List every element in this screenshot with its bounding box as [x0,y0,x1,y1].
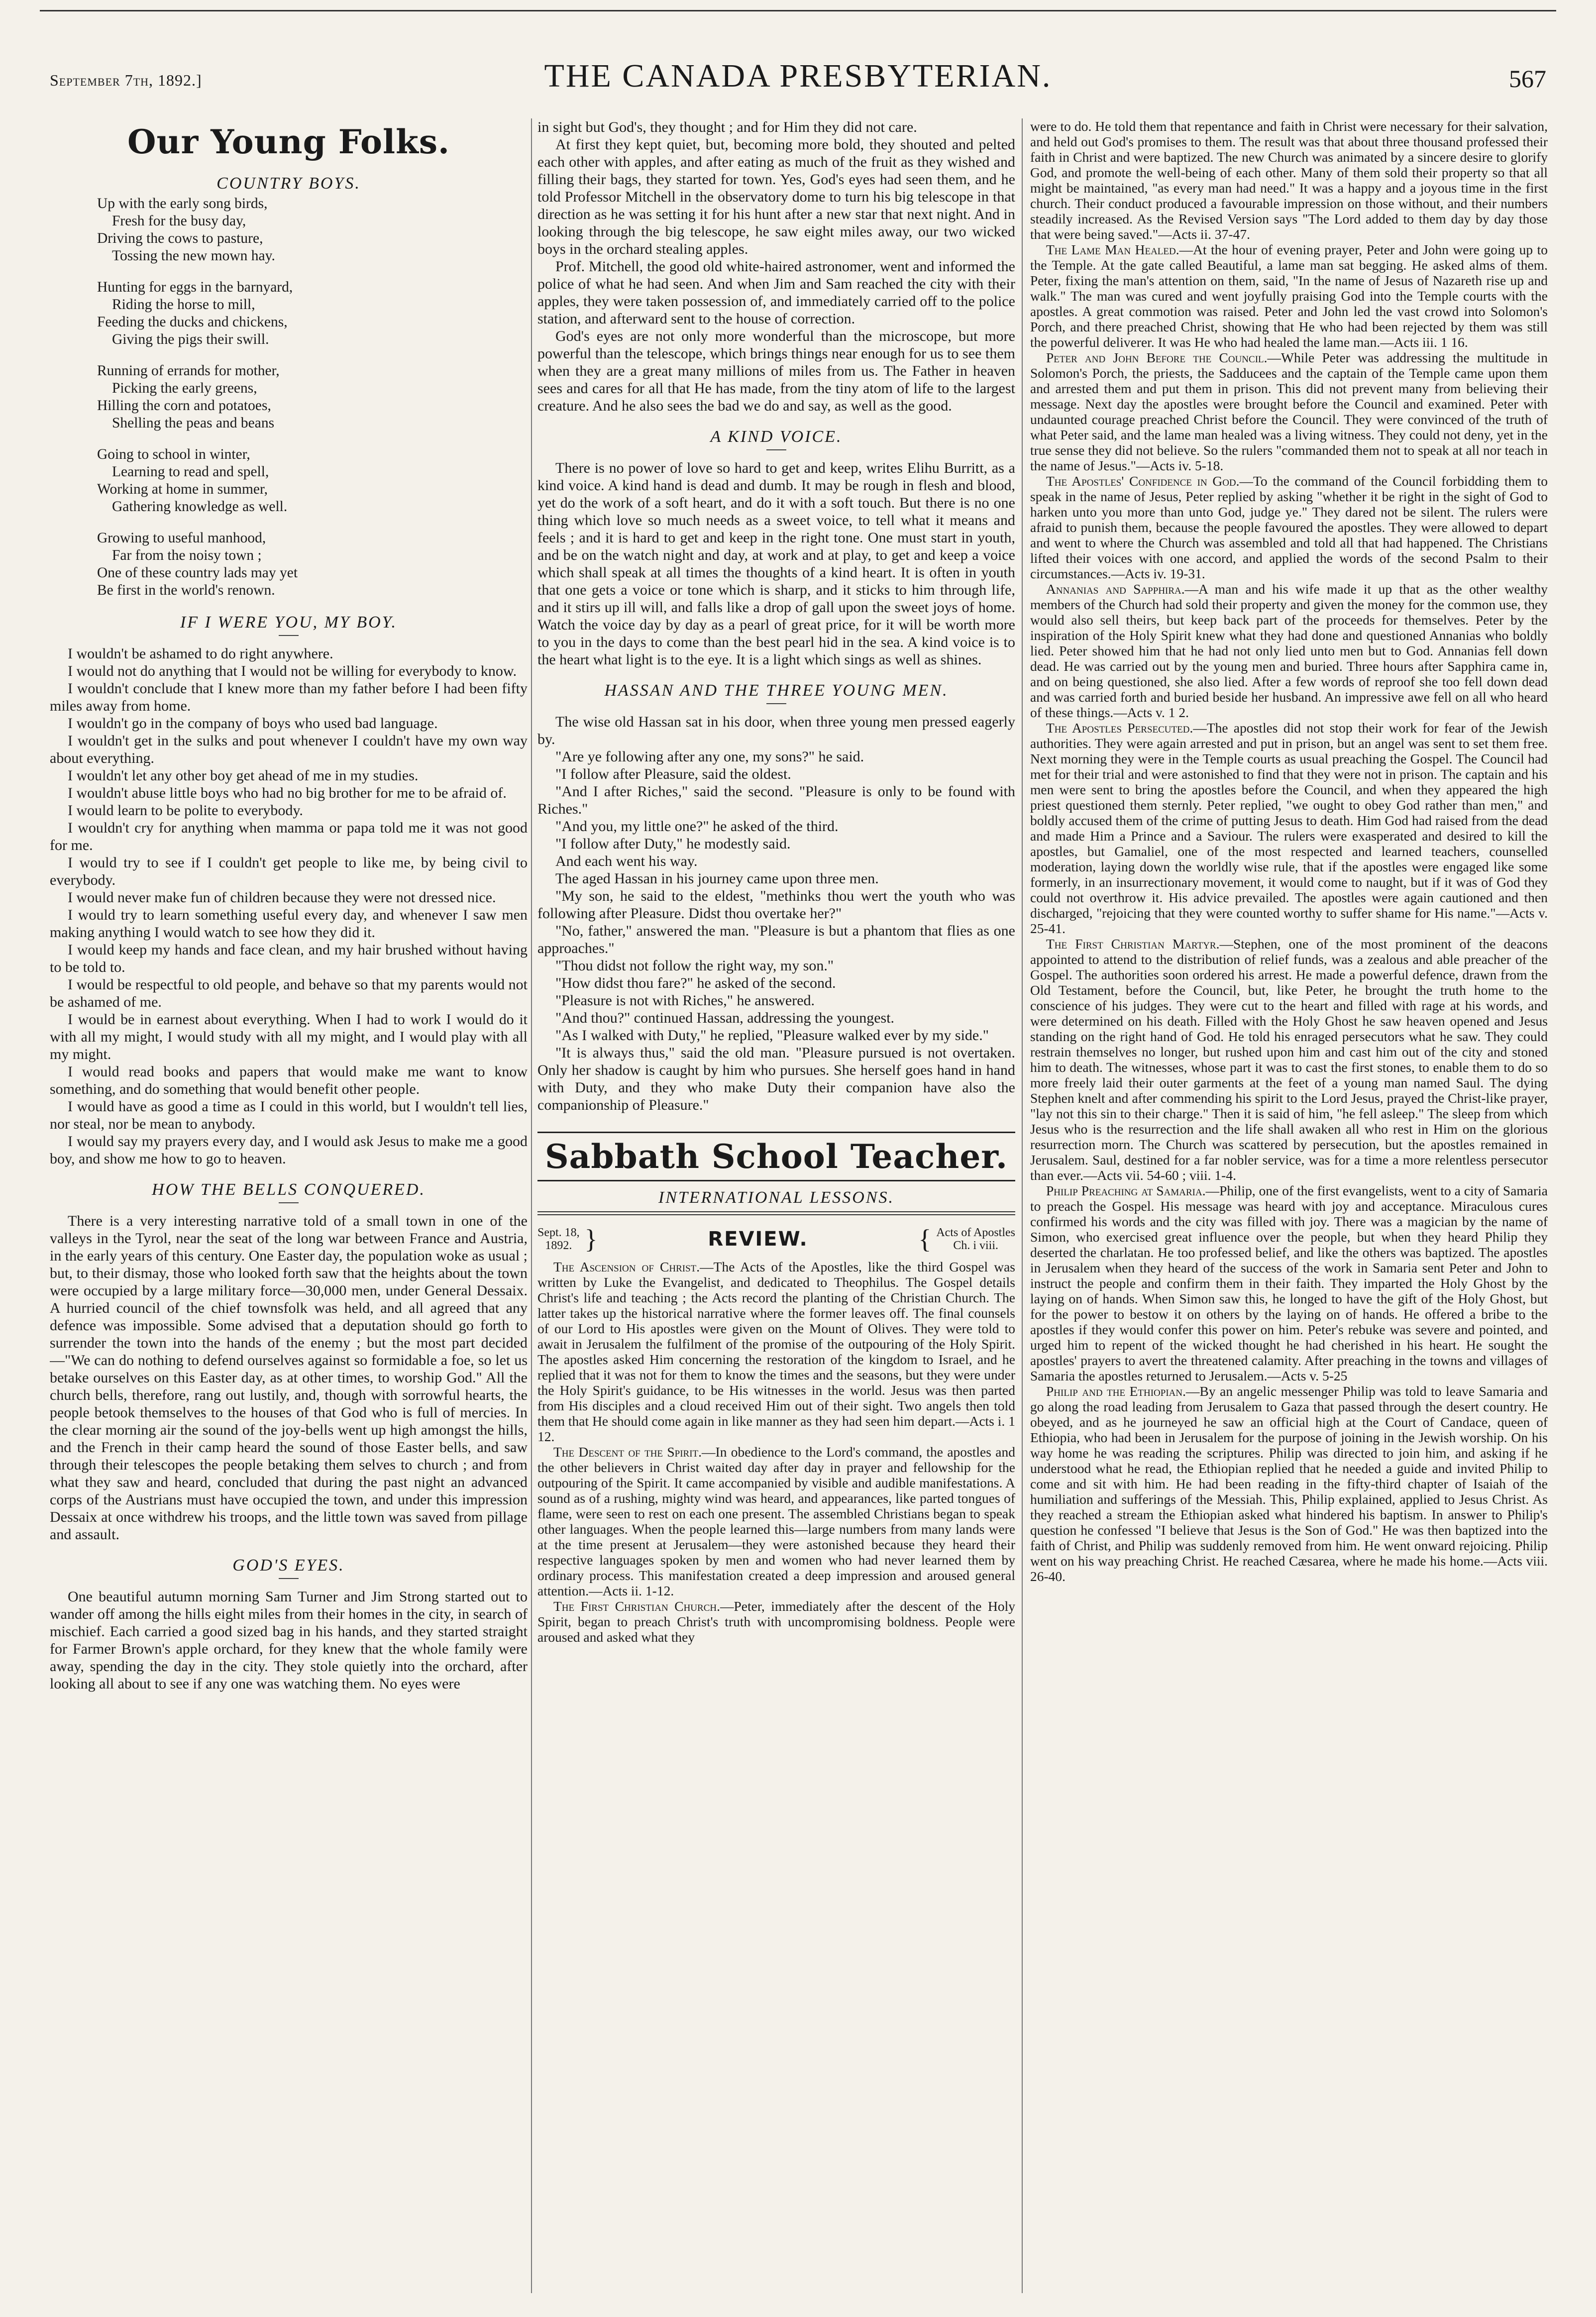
paragraph: "Pleasure is not with Riches," he answered. [555,992,815,1009]
poem-line: Fresh for the busy day, [112,213,246,229]
poem-line: Gathering knowledge as well. [112,499,288,515]
paragraph: I wouldn't let any other boy get ahead of me in my studies. [68,767,419,784]
paragraph: I would never make fun of children because they were not dressed nice. [68,889,496,906]
paragraph-text: —A man and his wife made it up that as the other wealthy members of the Church had sold their property and given the money for the common use, they would also sell theirs, but keep back part of the proceeds for themselves. Peter by the inspiration of the Holy Spirit knew what they had done and questioned Annanias who boldly lied. Peter showed him that he had not only lied unto men but to God. Annanias fell down dead. He was carried out by the young men and buried. Three hours after Sapphira came in, and on being questioned, she also lied. After a few words of reproof she too fell down dead and was carried forth and buried beside her husband. An impressive awe fell on all who heard of these things.—Acts v. 1 2. [1030,581,1548,720]
poem-stanza [97,362,528,432]
poem-stanza [97,529,528,599]
paragraph: "And I after Riches," said the second. "Pleasure is only to be found with Riches." [537,783,1015,817]
paragraph-lead: The Apostles Persecuted. [1046,720,1193,736]
lesson-reference: { Acts of Apostles Ch. i viii. [918,1224,1015,1254]
lesson-title: REVIEW. [708,1228,808,1251]
poem-stanza [97,195,528,265]
paragraph-text: —While Peter was addressing the multitude in Solomon's Porch, the priests, the Sadducees and the captain of the Temple came upon them and arrested them and put them in prison. This did not prevent many from believing their message. Next day the apostles were brought before the Council and examined. Peter with undaunted courage preached Christ before the Council. They were convinced of the truth of what Peter said, and the lame man healed was a living witness. They could not deny, yet in the true sense they did not believe. So the rulers "commanded them not to speak at all nor teach in the name of Jesus."—Acts iv. 5-18. [1030,350,1548,473]
poem-line: Shelling the peas and beans [112,415,275,431]
paragraph-lead: The First Christian Martyr. [1046,936,1220,951]
column-rule [531,118,532,2293]
poem-line: Feeding the ducks and chickens, [97,314,288,330]
column-3 [1030,118,1548,2298]
paragraph-lead: The Apostles' Confidence in God. [1046,473,1240,489]
paragraph-text: —By an angelic messenger Philip was told to leave Samaria and go along the road leading from Jerusalem to Gaza that passed through the desert country. He obeyed, and as he journeyed he saw an official high at the Court of Candace, queen of Ethiopia, who had been in Jerusalem for the purpose of joining in the Jewish worship. On his way home he was reading the scriptures. Philip was directed to join him, and asking if he understood what he read, the Ethiopian replied that he needed a guide and invited Philip to come and sit with him. He had been reading in the fifty-third chapter of Isaiah of the humiliation and sufferings of the Messiah. This, Philip explained, applied to Jesus Christ. As they reached a stream the Ethiopian asked what hindered his baptism. In answer to Philip's question he confessed "I believe that Jesus is the Son of God." He was then baptized into the faith of Christ, and Philip was suddenly removed from him. He went onward rejoicing. Philip went on his way preaching Christ. He reached Cæsarea, where he made his home.—Acts viii. 26-40. [1030,1383,1548,1584]
paragraph-lead: The First Christian Church. [553,1598,720,1614]
issue-date: September 7th, 1892.] [50,71,202,89]
paragraph: I would try to see if I couldn't get people to like me, by being civil to everybody. [50,854,528,888]
paragraph: Prof. Mitchell, the good old white-haired astronomer, went and informed the police of what he had seen. And when Jim and Sam reached the city with their apples, they were taken possession of, and immediately carried off to the police station, and afterward sent to the house of correction. [537,258,1015,327]
paragraph-text: —Philip, one of the first evangelists, went to a city of Samaria to preach the Gospel. His message was heard with joy and acceptance. Miraculous cures confirmed his words and the city was filled with joy. There was a magician by the name of Simon, who exercised great influence over the people, but when they heard Philip they deserted the charlatan. He too professed belief, and like the others was baptized. The apostles in Jerusalem when they heard of the success of the work in Samaria sent Peter and John to instruct the people and confirm them in their faith. They imparted the Holy Ghost by the laying on of hands. When Simon saw this, he longed to have the gift of the Holy Ghost, but for the power to bestow it on others by the laying on of hands. He offered a bribe to the apostles if they would confer this power on him. Peter's rebuke was severe and pointed, and urged him to repent of the wicked thought he had cherished in his heart. He sought the apostles' prayers to avert the threatened calamity. After preaching in the towns and villages of Samaria the apostles returned to Jerusalem.—Acts v. 5-25 [1030,1183,1548,1383]
paragraph [1030,242,1548,350]
paragraph-lead: The Lame Man Healed. [1046,242,1179,257]
paragraph [537,1259,1015,1444]
paragraph [1030,1183,1548,1383]
paragraph: I wouldn't cry for anything when mamma or papa told me it was not good for me. [50,820,528,853]
poem-line: Learning to read and spell, [112,464,269,480]
paragraph [1030,118,1548,242]
poem-line: Running of errands for mother, [97,363,280,379]
paragraph: "I follow after Pleasure, said the oldest. [555,766,791,782]
article-body [537,459,1015,668]
article-body [50,645,528,1167]
poem-line: Hunting for eggs in the barnyard, [97,279,293,295]
paragraph: The wise old Hassan sat in his door, when three young men pressed eagerly by. [537,714,1015,747]
paragraph: "Thou didst not follow the right way, my son." [555,957,834,974]
paragraph: I wouldn't abuse little boys who had no big brother for me to be afraid of. [68,785,507,801]
divider [279,635,299,636]
paragraph-lead: The Descent of the Spirit. [553,1444,702,1460]
paragraph: I would read books and papers that would make me want to know something, and do something that would benefit other people. [50,1063,528,1097]
poem-line: Hilling the corn and potatoes, [97,398,271,414]
article-title: HOW THE BELLS CONQUERED. [152,1180,426,1199]
poem-line: Be first in the world's renown. [97,582,275,598]
article-body [537,713,1015,1114]
poem-line: Far from the noisy town ; [112,547,262,563]
divider [766,449,786,450]
paragraph: I would be in earnest about everything. When I had to work I would do it with all my might, I would study with all my might, and I would play with all my might. [50,1011,528,1062]
column-rule [1022,118,1023,2293]
poem-line: Going to school in winter, [97,446,250,462]
paragraph: There is no power of love so hard to get and keep, writes Elihu Burritt, as a kind voice. A kind hand is dead and dumb. It may be rough in flesh and blood, yet do the work of a soft heart, and do it with a soft touch. But there is no one thing which love so much needs as a sweet voice, to tell what it means and feels ; and it is hard to get and keep in the right tone. One must start in youth, and be on the watch night and day, at work and at play, to get and keep a voice which shall speak at all times the thoughts of a kind heart. It is often in youth that one gets a voice or tone which is sharp, and it sticks to him through life, and it stirs up ill will, and falls like a drop of gall upon the sweet joys of home. Watch the voice day by day as a pearl of great price, for it will be worth more to you in the days to come than the best pearl hid in the sea. A kind voice is to the heart what light is to the eye. It is a light which sings as well as shines. [537,460,1015,668]
section-subtitle: INTERNATIONAL LESSONS. [658,1188,895,1207]
newspaper-title: THE CANADA PRESBYTERIAN. [544,58,1052,94]
poem-line: Growing to useful manhood, [97,530,266,546]
paragraph-text: —Stephen, one of the most prominent of the deacons appointed to attend to the distribution of relief funds, was a zealous and able preacher of the Gospel. The authorities soon ordered his arrest. He made a powerful defence, drawn from the Old Testament, before the Council, but, like Peter, he brought the truth home to the conscience of his judges. They were cut to the heart and filled with rage at his words, and were determined on his death. Filled with the Holy Ghost he saw heaven opened and Jesus standing on the right hand of God. He told his enraged persecutors what he saw. They could restrain themselves no longer, but rushed upon him and cast him out of the city and stoned him to death. The witnesses, whose part it was to cast the first stones, to enable them to do so more freely laid their outer garments at the feet of a young man named Saul. The dying Stephen knelt and after commending his spirit to the Lord Jesus, prayed the Christ-like prayer, "lay not this sin to their charge." Then it is said of him, "he fell asleep." The sleep from which Jesus who is the resurrection and the life shall awaken all who rest in Him on the glorious resurrection morn. The Church was scattered by persecution, but the apostles remained in Jerusalem. Saul, destined for a far nobler service, was for a time a more relentless persecutor than ever.—Acts vii. 54-60 ; viii. 1-4. [1030,936,1548,1183]
poem-line: Driving the cows to pasture, [97,230,263,246]
paragraph: "It is always thus," said the old man. "Pleasure pursued is not overtaken. Only her shadow is caught by him who pursues. She herself goes hand in hand with Duty, and they who make Duty their companion have also the companionship of Pleasure." [537,1045,1015,1113]
paragraph: "My son, he said to the eldest, "methinks thou wert the youth who was following after Pleasure. Didst thou overtake her?" [537,888,1015,922]
divider [537,1211,1015,1215]
paragraph: The aged Hassan in his journey came upon three men. [555,870,879,887]
department-heading: Sabbath School Teacher. [544,1137,1008,1176]
paragraph: I would not do anything that I would not be willing for everybody to know. [68,663,517,679]
lesson-body [537,1259,1015,1645]
paragraph-text: —The apostles did not stop their work for fear of the Jewish authorities. They were again arrested and put in prison, but an angel was sent to set them free. Next morning they were in the Temple courts as usual preaching the Gospel. The Council had met for their trial and were astonished to find that they were not in prison. The captain and his men were sent to bring the apostles before the Council, and when they appeared the high priest questioned them sternly. Peter replied, "we ought to obey God rather than men," and boldly accused them of the crime of putting Jesus to death. Him God had raised from the dead and made Him a Prince and a Saviour. The rulers were exasperated and desired to kill the apostles, but Gamaliel, one of the most respected and learned teachers, counselled moderation, laying down the worldly wise rule, that if the apostles were engaged like some formerly, in an insurrectionary movement, it would come to naught, but if it was of God they could not overthrow it. His advice prevailed. The apostles were again cautioned and then discharged, "rejoicing that they were counted worthy to suffer shame for His name."—Acts v. 25-41. [1030,720,1548,936]
paragraph: "No, father," answered the man. "Pleasure is but a phantom that flies as one approaches." [537,923,1015,956]
paragraph: I would learn to be polite to everybody. [68,802,303,819]
page-number: 567 [1509,65,1546,93]
paragraph [537,1444,1015,1598]
poem-line: One of these country lads may yet [97,565,298,581]
paragraph: God's eyes are not only more wonderful than the microscope, but more powerful than the telescope, which brings things near enough for us to see them when they are a great many millions of miles from us. The Father in heaven sees and cares for all that He has made, from the tiny atom of life to the largest creature. And he also sees the bad we do and say, as well as the good. [537,328,1015,414]
paragraph: I would keep my hands and face clean, and my hair brushed without having to be told to. [50,942,528,975]
paragraph: One beautiful autumn morning Sam Turner and Jim Strong started out to wander off among the hills eight miles from their homes in the city, in search of mischief. Each carried a good sized bag in his hands, and they started straight for Farmer Brown's apple orchard, for they knew that the whole family were away, spending the day in the city. They stole quietly into the orchard, after looking all about to see if any one was watching them. No eyes were [50,1588,528,1692]
paragraph: I would try to learn something useful every day, and whenever I saw men making anything I would watch to see how they did it. [50,907,528,941]
paragraph: in sight but God's, they thought ; and for Him they did not care. [537,119,917,135]
paragraph: I wouldn't go in the company of boys who used bad language. [68,715,438,732]
paragraph: I wouldn't get in the sulks and pout whenever I couldn't have my own way about everything. [50,733,528,766]
article-title: COUNTRY BOYS. [216,174,361,193]
paragraph-lead: Philip Preaching at Samaria. [1046,1183,1206,1198]
paragraph [1030,720,1548,936]
poem-line: Tossing the new mown hay. [112,248,275,264]
paragraph: "I follow after Duty," he modestly said. [555,836,791,852]
paragraph: I would have as good a time as I could in this world, but I wouldn't tell lies, nor steal, nor be mean to anybody. [50,1098,528,1132]
paragraph: There is a very interesting narrative told of a small town in one of the valleys in the Tyrol, near the seat of the long war between France and Austria, in the early years of this century. One Easter day, the population woke as usual ; but, to their dismay, those who looked forth saw that the heights about the town were occupied by a large military force—30,000 men, under General Dessaix. A hurried council of the chief townsfolk was held, and all agreed that any defence was impossible. Some advised that a deputation should go forth to surrender the town into the hands of the enemy ; but the most part decided—"We can do nothing to defend ourselves against so formidable a foe, so let us betake ourselves on this Easter day, as at other times, to worship God." All the church bells, therefore, rang out lustily, and, though with sorrowful hearts, the people betook themselves to the houses of that God who is full of mercies. In the clear morning air the sound of the joy-bells went up high amongst the hills, and the French in their camp heard the sound of those Easter bells, and saw through their telescopes the people betaking them selves to church ; and from what they saw and heard, concluded that during the past night an advanced corps of the Austrians must have occupied the town, and under this impression Dessaix at once withdrew his troops, and the little town was saved from pillage and assault. [50,1213,528,1543]
paragraph-lead: The Ascension of Christ. [553,1259,700,1274]
paragraph: I wouldn't conclude that I knew more than my father before I had been fifty miles away from home. [50,680,528,714]
paragraph [1030,473,1548,581]
paragraph-text: —To the command of the Council forbidding them to speak in the name of Jesus, Peter replied by asking "whether it be right in the sight of God to harken unto you more than unto God, judge ye." They dared not be silent. The rulers were afraid to punish them, because the people favoured the apostles. They were allowed to depart and went to where the Church was assembled and told all that had happened. The Christians lifted their voices with one accord, and applied the words of the second Psalm to their circumstances.—Acts iv. 19-31. [1030,473,1548,581]
poem-line: Picking the early greens, [112,380,257,396]
paragraph [537,1598,1015,1645]
poem-stanza [97,279,528,348]
poem-line: Working at home in summer, [97,481,268,497]
column-1 [50,118,528,2298]
paragraph: "As I walked with Duty," he replied, "Pleasure walked ever by my side." [555,1027,989,1044]
paragraph-text: were to do. He told them that repentance and faith in Christ were necessary for their salvation, and held out God's promises to them. The result was that about three thousand professed their faith in Christ and were baptized. The new Church was animated by a sincere desire to glorify God, and promote the well-being of each other. Many of them sold their property so that all might be maintained, "as every man had need." It was a happy and a joyous time in the first church. Their conduct produced a favourable impression on those without, and their numbers steadily increased. As the Revised Version says "The Lord added to them day by day those that were being saved."—Acts ii. 37-47. [1030,118,1548,242]
divider [279,1202,299,1203]
poem-line: Riding the horse to mill, [112,297,255,313]
article-body [50,1588,528,1692]
article-title: GOD'S EYES. [232,1556,345,1575]
department-heading: Our Young Folks. [127,122,450,161]
paragraph-text: —In obedience to the Lord's command, the apostles and the other believers in Christ waited day after day in prayer and fellowship for the outpouring of the Spirit. It came accompanied by visible and audible manifestations. A sound as of a rushing, mighty wind was heard, and appearances, like parted tongues of flame, were seen to rest on each one present. The assembled Christians began to speak other languages. When the people learned this—large numbers from many lands were at the time present at Jerusalem—they were astonished because they heard their respective languages spoken by men and women who had never learned them by ordinary process. This manifestation created a deep impression and aroused general attention.—Acts ii. 1-12. [537,1444,1015,1598]
paragraph [1030,581,1548,720]
paragraph-text: —The Acts of the Apostles, like the third Gospel was written by Luke the Evangelist, and dedicated to Theophilus. The Gospel details Christ's life and teaching ; the Acts record the planting of the Christian Church. The latter takes up the historical narrative where the former leaves off. The final counsels of our Lord to His apostles were given on the Mount of Olives. They were told to await in Jerusalem the fulfilment of the promise of the outpouring of the Holy Spirit. The apostles asked Him concerning the restoration of the kingdom to Israel, and he replied that it was not for them to know the times and the seasons, but they were under the Holy Spirit's guidance, to be His witnesses in the world. Jesus was then parted from His disciples and a cloud received Him out of their sight. Two angels then told them that He should come again in like manner as they had seen him depart.—Acts i. 1 12. [537,1259,1015,1444]
lesson-body [1030,118,1548,1584]
article-title: A KIND VOICE. [710,427,843,446]
department-box [537,1132,1015,1181]
lesson-date: Sept. 18, 1892. } [537,1224,598,1254]
poem [50,195,528,599]
paragraph [1030,350,1548,473]
paragraph-text: —At the hour of evening prayer, Peter and John were going up to the Temple. At the gate called Beautiful, a lame man sat begging. He asked alms of them. Peter, fixing the man's attention on them, said, "In the name of Jesus of Nazareth rise up and walk." The man was cured and went joyfully praising God into the Temple courts with the apostles. A great commotion was raised. Peter and John led the vast crowd into Solomon's Porch, and there preached Christ, showing that He who had been rejected by them was still the powerful deliverer. It was He who had healed the lame man.—Acts iii. 1 16. [1030,242,1548,350]
poem-line: Giving the pigs their swill. [112,331,269,347]
masthead [50,57,1546,105]
paragraph: And each went his way. [555,853,698,869]
top-rule [40,10,1556,11]
lesson-header [537,1226,1015,1252]
article-body [50,1212,528,1543]
paragraph: I would say my prayers every day, and I would ask Jesus to make me a good boy, and show me how to go to heaven. [50,1133,528,1167]
divider [766,703,786,704]
paragraph [1030,936,1548,1183]
poem-stanza [97,446,528,516]
article-title: IF I WERE YOU, MY BOY. [180,613,397,632]
divider [279,1578,299,1579]
paragraph: At first they kept quiet, but, becoming more bold, they shouted and pelted each other with apples, and after eating as much of the fruit as they wished and filling their bags, they started for town. Yes, God's eyes had seen them, and he told Professor Mitchell in the observatory dome to turn his big telescope in that direction as he was setting it for his hunt after a new star that next night. And in looking through the big telescope, he saw eight miles away, our two wicked boys in the orchard stealing apples. [537,136,1015,257]
paragraph-text: —Peter, immediately after the descent of the Holy Spirit, began to preach Christ's truth with uncompromising boldness. People were aroused and asked what they [537,1598,1015,1645]
article-body [537,118,1015,415]
column-2 [537,118,1015,2298]
paragraph-lead: Annanias and Sapphira. [1046,581,1185,597]
paragraph: "Are ye following after any one, my sons?" he said. [555,748,864,765]
paragraph [1030,1383,1548,1584]
paragraph: I wouldn't be ashamed to do right anywhere. [68,645,333,662]
article-title: HASSAN AND THE THREE YOUNG MEN. [604,681,949,700]
paragraph: I would be respectful to old people, and behave so that my parents would not be ashamed of me. [50,976,528,1010]
paragraph: "And you, my little one?" he asked of the third. [555,818,839,835]
paragraph-lead: Peter and John Before the Council. [1046,350,1268,365]
paragraph-lead: Philip and the Ethiopian. [1046,1383,1186,1399]
paragraph: "And thou?" continued Hassan, addressing the youngest. [555,1010,895,1026]
paragraph: "How didst thou fare?" he asked of the second. [555,975,836,991]
poem-line: Up with the early song birds, [97,196,268,211]
